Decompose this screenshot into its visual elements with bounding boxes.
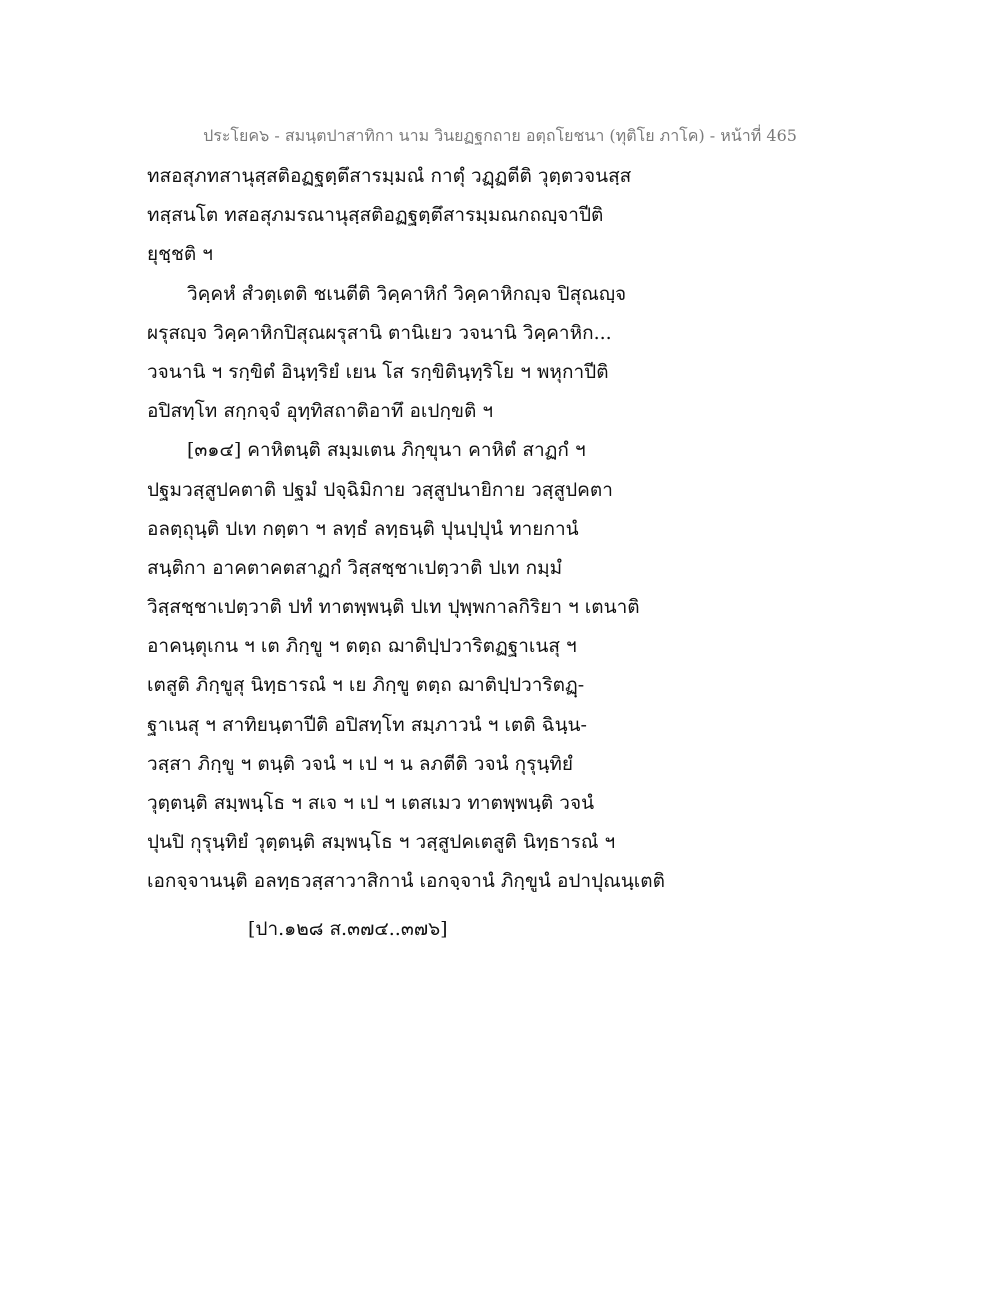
- text-line: ยุชฺชติ ฯ: [147, 243, 213, 266]
- text-line: สนฺติกา อาคตาคตสาฏกํ วิสฺสชฺชาเปตฺวาติ ปเท กมฺมํ: [147, 556, 563, 579]
- text-line: วุตฺตนฺติ สมฺพนฺโธ ฯ สเจ ฯ เป ฯ เตสเมว ทาตพฺพนฺติ วจนํ: [147, 792, 595, 814]
- text-line: อลตฺถุนฺติ ปเท กตฺตา ฯ ลทฺธํ ลทฺธนฺติ ปุนปฺปุนํ ทายกานํ: [147, 517, 579, 540]
- reference-citation: [ปา.๑๒๘ ส.๓๗๔..๓๗๖]: [248, 918, 448, 940]
- text-line: ทสฺสนโต ทสอสุภมรณานุสฺสติอฏฐตฺตึสารมฺมณกถญฺจาปีติ: [147, 204, 604, 227]
- text-line: อปิสทฺโท สกฺกจฺจํ อุทฺทิสถาติอาทึ อเปกฺขติ ฯ: [147, 400, 493, 423]
- text-line: วจนานิ ฯ รกฺขิตํ อินฺทฺริยํ เยน โส รกฺขิตินฺทฺริโย ฯ พหุกาปีติ: [147, 360, 609, 383]
- text-line: [๓๑๔] คาหิตนฺติ สมฺมเตน ภิกฺขุนา คาหิตํ สาฏกํ ฯ: [187, 439, 586, 462]
- text-line: วิคฺคหํ สํวตฺเตติ ชเนตีติ วิคฺคาหิกํ วิคฺคาหิกญฺจ ปิสุณญฺจ: [187, 282, 627, 305]
- text-line: เตสูติ ภิกฺขูสุ นิทฺธารณํ ฯ เย ภิกฺขู ตตฺถ ฌาติปฺปวาริตฏฺ-: [147, 674, 585, 697]
- text-line: ปฐมวสฺสูปคตาติ ปฐมํ ปจฺฉิมิกาย วสฺสูปนายิกาย วสฺสูปคตา: [147, 478, 613, 501]
- text-line: เอกจฺจานนฺติ อลทฺธวสฺสาวาสิกานํ เอกจฺจานํ ภิกฺขูนํ อปาปุณนฺเตติ: [147, 870, 665, 893]
- page-header: ประโยค๖ - สมนฺตปาสาทิกา นาม วินยฏฐกถาย อตฺถโยชนา (ทุติโย ภาโค) - หน้าที่ 465: [203, 126, 797, 145]
- text-line: ผรุสญฺจ วิคฺคาหิกปิสุณผรุสานิ ตานิเยว วจนานิ วิคฺคาหิก...: [147, 321, 612, 344]
- text-line: วสฺสา ภิกฺขู ฯ ตนฺติ วจนํ ฯ เป ฯ น ลภตีติ วจนํ กุรุนฺทิยํ: [147, 752, 573, 775]
- body-text: [147, 157, 867, 902]
- text-line: ฐาเนสุ ฯ สาทิยนฺตาปีติ อปิสทฺโท สมฺภาวนํ ฯ เตติ ฉินฺน-: [147, 713, 587, 736]
- text-line: ปุนปิ กุรุนฺทิยํ วุตฺตนฺติ สมฺพนฺโธ ฯ วสฺสูปคเตสูติ นิทฺธารณํ ฯ: [147, 831, 616, 854]
- text-line: อาคนฺตุเกน ฯ เต ภิกฺขู ฯ ตตฺถ ฌาติปฺปวาริตฏฐาเนสุ ฯ: [147, 635, 577, 658]
- text-line: ทสอสุภทสานุสฺสติอฏฐตฺตึสารมฺมณํ กาตุํ วฏฺฏตีติ วุตฺตวจนสฺส: [147, 165, 632, 187]
- text-line: วิสฺสชฺชาเปตฺวาติ ปทํ ทาตพฺพนฺติ ปเท ปุพฺพกาลกิริยา ฯ เตนาติ: [147, 596, 640, 619]
